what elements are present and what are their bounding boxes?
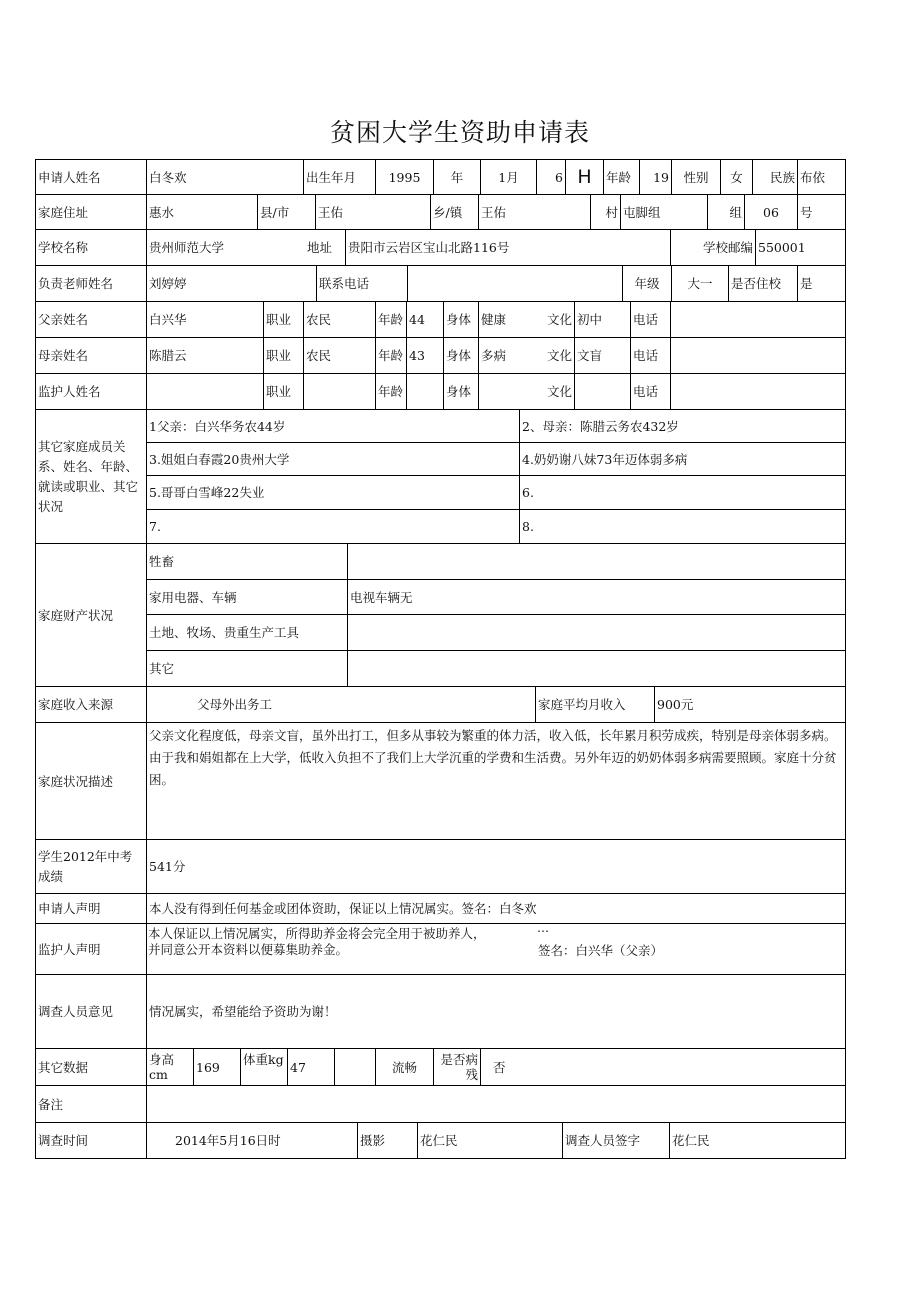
exam-score-label: 学生2012年中考成绩: [35, 839, 147, 894]
guardian-edu-value: [574, 373, 631, 410]
appliance-value: 电视车辆无: [347, 579, 846, 615]
teacher-name-value: 刘婷婷: [146, 265, 317, 302]
guardian-age-value: [406, 373, 444, 410]
situation-text: 父亲文化程度低，母亲文盲，虽外出打工，但多从事较为繁重的体力活，收入低，长年累月积劳成疾，特别是母亲体弱多病。由于我和娟姐都在上大学，低收入负担不了我们上大学沉重的学费和生活费。另外年迈的奶奶体弱多病需要照顾。家庭十分贫困。: [146, 722, 846, 840]
guardian-declaration-line2: 并同意公开本资料以便募集助养金。: [148, 942, 349, 957]
group-value: 屯脚组: [620, 194, 708, 230]
surveyor-sign-value: 花仁民: [669, 1122, 846, 1159]
survey-opinion-text: 情况属实，希望能给予资助为谢！: [146, 974, 846, 1049]
county-value: 惠水: [146, 194, 258, 230]
remarks-label: 备注: [35, 1085, 147, 1123]
school-address-value: 贵阳市云岩区宝山北路116号: [345, 229, 671, 266]
disabled-label: 是否病残: [433, 1048, 481, 1086]
weight-value: 47: [287, 1048, 335, 1086]
mother-name-label: 母亲姓名: [35, 337, 147, 374]
mother-age-label: 年龄: [375, 337, 407, 374]
family-members-label: 其它家庭成员关系、姓名、年龄、就读或职业、其它状况: [35, 409, 147, 544]
mother-tel-value: [670, 337, 846, 374]
mother-tel-label: 电话: [630, 337, 671, 374]
contact-phone-value: [407, 265, 623, 302]
other-property-label: 其它: [146, 650, 348, 687]
weight-label: 体重kg: [240, 1048, 288, 1086]
father-age-label: 年龄: [375, 301, 407, 338]
father-edu-value: 初中: [574, 301, 631, 338]
land-label: 土地、牧场、贵重生产工具: [146, 614, 348, 651]
mother-health-value: 多病: [481, 348, 507, 363]
mother-edu-value: 文盲: [574, 337, 631, 374]
father-tel-label: 电话: [630, 301, 671, 338]
survey-opinion-label: 调查人员意见: [35, 974, 147, 1049]
birth-year: 1995: [375, 159, 434, 195]
school-zip-value: 550001: [755, 229, 846, 266]
guardian-declaration-line1: 本人保证以上情况属实，所得助养金将会完全用于被助养人，: [148, 926, 486, 941]
father-job-value: 农民: [303, 301, 376, 338]
livestock-value: [347, 543, 846, 580]
father-name-label: 父亲姓名: [35, 301, 147, 338]
father-name-value: 白兴华: [146, 301, 264, 338]
family-member-2: 2、母亲：陈腊云务农432岁: [519, 409, 846, 443]
family-member-7: 7.: [146, 509, 520, 544]
mother-name-value: 陈腊云: [146, 337, 264, 374]
guardian-name-value: [146, 373, 264, 410]
livestock-label: 牲畜: [146, 543, 348, 580]
exam-score-value: 541分: [146, 839, 846, 894]
remarks-value: [146, 1085, 846, 1123]
family-member-1: 1父亲：白兴华务农44岁: [146, 409, 520, 443]
land-value: [347, 614, 846, 651]
applicant-name-value: 白冬欢: [146, 159, 304, 195]
father-health-label: 身体: [443, 301, 479, 338]
ethnic-label: 民族: [752, 159, 798, 195]
village-value: 王佑: [478, 194, 591, 230]
school-zip-label: 学校邮编: [670, 229, 756, 266]
applicant-name-label: 申请人姓名: [35, 159, 147, 195]
birth-year-unit: 年: [433, 159, 481, 195]
family-member-6: 6.: [519, 475, 846, 510]
group-unit: 组: [707, 194, 745, 230]
surveyor-sign-label: 调查人员签字: [562, 1122, 670, 1159]
monthly-income-label: 家庭平均月收入: [535, 686, 655, 723]
birth-month-value: 1: [498, 169, 507, 185]
resident-label: 是否住校: [728, 265, 798, 302]
guardian-signature: 签名：白兴华（父亲）: [538, 943, 664, 958]
house-number-unit: 号: [797, 194, 846, 230]
home-address-label: 家庭住址: [35, 194, 147, 230]
school-name-text: 贵州师范大学: [149, 240, 225, 255]
guardian-job-value: [303, 373, 376, 410]
township-value: 王佑: [315, 194, 431, 230]
guardian-tel-label: 电话: [630, 373, 671, 410]
income-source-label: 家庭收入来源: [35, 686, 147, 723]
guardian-name-label: 监护人姓名: [35, 373, 147, 410]
other-data-label: 其它数据: [35, 1048, 147, 1086]
income-source-value: 父母外出务工: [146, 686, 536, 723]
guardian-health-label: 身体: [443, 373, 479, 410]
height-value: 169: [193, 1048, 241, 1086]
grade-value: 大一: [671, 265, 729, 302]
page-title: 贫困大学生资助申请表: [329, 118, 590, 147]
guardian-job-label: 职业: [263, 373, 304, 410]
guardian-edu-label: 文化: [546, 384, 572, 399]
gender-value: 女: [720, 159, 753, 195]
resident-value: 是: [797, 265, 846, 302]
family-member-4: 4.奶奶谢八妹73年迈体弱多病: [519, 442, 846, 476]
disabled-value: 否: [480, 1048, 846, 1086]
guardian-health-cell: [478, 373, 575, 410]
age-label: 年龄: [603, 159, 640, 195]
gender-label: 性别: [671, 159, 721, 195]
fluency-label: 流畅: [375, 1048, 434, 1086]
situation-label: 家庭状况描述: [35, 722, 147, 840]
family-property-label: 家庭财产状况: [35, 543, 147, 687]
family-member-5: 5.哥哥白雪峰22失业: [146, 475, 520, 510]
school-name-value: [146, 229, 346, 266]
investigation-time-value: 2014年5月16日时: [146, 1122, 358, 1159]
father-job-label: 职业: [263, 301, 304, 338]
father-health-cell: [478, 301, 575, 338]
county-unit: 县/市: [257, 194, 316, 230]
house-number-value: 06: [744, 194, 798, 230]
father-age-value: 44: [406, 301, 444, 338]
guardian-declaration-dots: …: [537, 921, 549, 935]
birth-month-unit: 月: [506, 169, 519, 185]
mother-health-cell: [478, 337, 575, 374]
investigation-time-label: 调查时间: [35, 1122, 147, 1159]
monthly-income-value: 900元: [654, 686, 846, 723]
township-unit: 乡/镇: [430, 194, 479, 230]
school-name-label: 学校名称: [35, 229, 147, 266]
height-label: 身高cm: [146, 1048, 194, 1086]
photo-label: 摄影: [357, 1122, 418, 1159]
village-unit: 村: [590, 194, 621, 230]
age-value: 19: [639, 159, 672, 195]
grade-label: 年级: [622, 265, 672, 302]
guardian-declaration-label: 监护人声明: [35, 923, 147, 975]
mother-edu-label: 文化: [546, 348, 572, 363]
other-property-value: [347, 650, 846, 687]
photographer-value: 花仁民: [417, 1122, 563, 1159]
ethnic-value: 布依: [797, 159, 846, 195]
guardian-age-label: 年龄: [375, 373, 407, 410]
other-data-blank: [334, 1048, 376, 1086]
father-edu-label: 文化: [546, 312, 572, 327]
birth-label: 出生年月: [303, 159, 376, 195]
school-address-label: 地址: [307, 240, 333, 255]
appliance-label: 家用电器、车辆: [146, 579, 348, 615]
applicant-declaration-text: 本人没有得到任何基金或团体资助，保证以上情况属实。签名：白冬欢: [146, 893, 846, 924]
birth-month: [480, 159, 537, 195]
mother-job-label: 职业: [263, 337, 304, 374]
birth-day: 6: [536, 159, 566, 195]
father-tel-value: [670, 301, 846, 338]
birth-day-unit: H: [565, 159, 604, 195]
family-member-3: 3.姐姐白春霞20贵州大学: [146, 442, 520, 476]
guardian-tel-value: [670, 373, 846, 410]
mother-health-label: 身体: [443, 337, 479, 374]
contact-phone-label: 联系电话: [316, 265, 408, 302]
applicant-declaration-label: 申请人声明: [35, 893, 147, 924]
father-health-value: 健康: [481, 312, 507, 327]
family-member-8: 8.: [519, 509, 846, 544]
mother-age-value: 43: [406, 337, 444, 374]
teacher-name-label: 负责老师姓名: [35, 265, 147, 302]
mother-job-value: 农民: [303, 337, 376, 374]
